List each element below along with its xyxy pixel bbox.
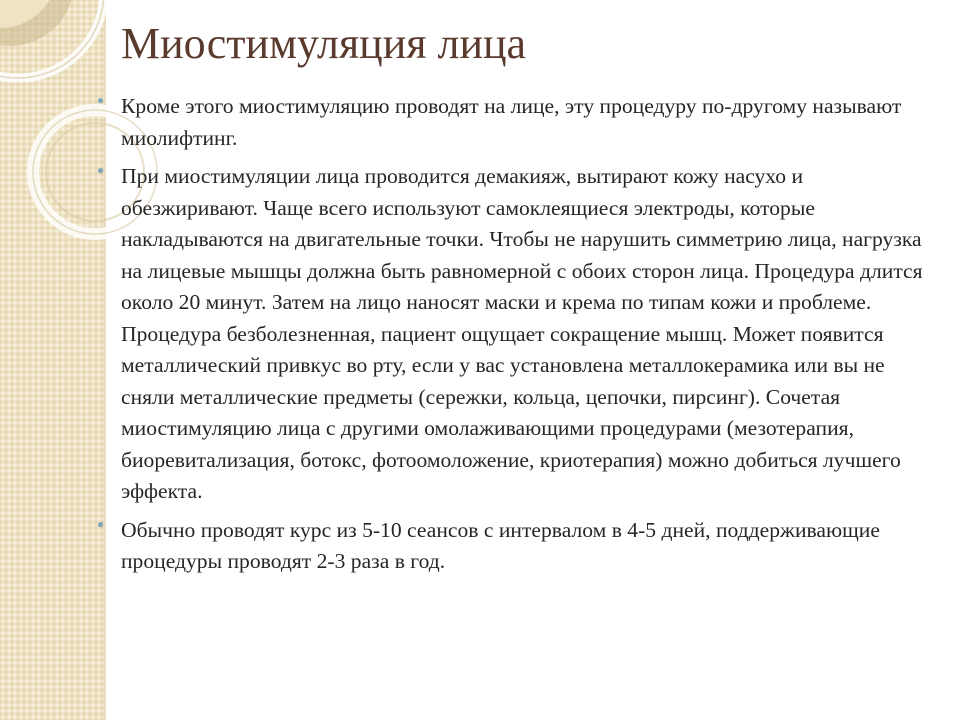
- bullet-dot-icon: ●: [97, 516, 105, 531]
- bullet-text: Кроме этого миостимуляцию проводят на лице, эту процедуру по-другому называют миолифтинг.: [121, 94, 902, 150]
- bullet-text: При миостимуляции лица проводится демакияж, вытирают кожу насухо и обезжиривают. Чаще всего используют самоклеящиеся электроды, которые накладываются на двигательные точки. Чтобы не нарушить симметрию лица, нагрузка на лицевые мышцы должна быть равномерной с обоих сторон лица. Процедура длится около 20 минут. Затем на лицо наносят маски и крема по типам кожи и проблеме. Процедура безболезненная, пациент ощущает сокращение мышц. Может появится металлический привкус во рту, если у вас установлена металлокерамика или вы не сняли металлические предметы (сережки, кольца, цепочки, пирсинг). Сочетая миостимуляцию лица с другими омолаживающими процедурами (мезотерапия, биоревитализация, ботокс, фотоомоложение, криотерапия) можно добиться лучшего эффекта.: [121, 164, 923, 503]
- bullet-item: [95, 161, 941, 508]
- bullet-dot-icon: ●: [97, 163, 105, 177]
- bullet-text: Обычно проводят курс из 5-10 сеансов с интервалом в 4-5 дней, поддерживающие процедуры проводят 2-3 раза в год.: [121, 517, 880, 573]
- bullet-item: [95, 515, 941, 578]
- bullet-item: [95, 91, 941, 154]
- bullet-list: [95, 91, 941, 585]
- slide-title: Миостимуляция лица: [121, 19, 527, 68]
- bullet-dot-icon: ●: [97, 93, 105, 107]
